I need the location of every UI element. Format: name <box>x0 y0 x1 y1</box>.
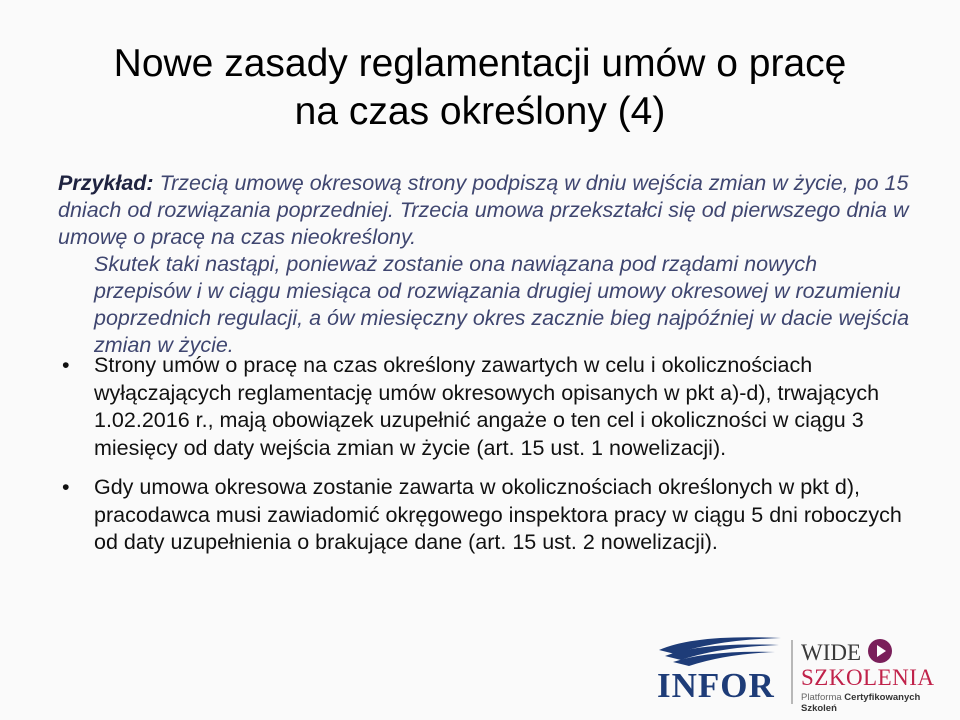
example-continuation: Skutek taki nastąpi, ponieważ zostanie ona nawiązana pod rządami nowych przepisów i w ciągu miesiąca od rozwiązania drugiej umowy okresowej w rozumieniu poprzednich regulacji, a ów miesięczny okres zacznie bieg najpóźniej w dacie wejścia zmian w życie. <box>94 252 910 357</box>
bullet-marker: • <box>62 353 70 377</box>
slide-title <box>0 40 960 136</box>
logo-divider <box>791 640 793 704</box>
bullet-list <box>58 352 918 569</box>
szkolenia-logo-text: SZKOLENIA <box>801 665 935 690</box>
bullet-marker: • <box>62 475 70 499</box>
play-icon <box>867 638 893 664</box>
infor-logo-text: INFOR <box>657 666 775 705</box>
title-line-1: Nowe zasady reglamentacji umów o pracę <box>113 42 847 85</box>
infor-wide-szkolenia-logo <box>655 632 935 714</box>
example-text: Trzecią umowę okresową strony podpiszą w dniu wejścia zmian w życie, po 15 dniach od rozwiązania poprzedniej. Trzecia umowa przekształci się od pierwszego dnia w umowę o pracę na czas nieokreślony. <box>58 171 909 249</box>
wide-logo-text: WIDE <box>801 640 862 665</box>
bullet-text: Strony umów o pracę na czas określony zawartych w celu i okolicznościach wyłączających reglamentację umów okresowych opisanych w pkt a)-d), trwających 1.02.2016 r., mają obowiązek uzupełnić angaże o ten cel i okoliczności w ciągu 3 miesięcy od daty wejścia zmian w życie (art. 15 ust. 1 nowelizacji). <box>94 353 880 460</box>
example-paragraph <box>58 170 918 359</box>
bullet-item <box>58 474 918 557</box>
title-line-2: na czas określony (4) <box>294 90 666 133</box>
bullet-text: Gdy umowa okresowa zostanie zawarta w okolicznościach określonych w pkt d), pracodawca musi zawiadomić okręgowego inspektora pracy w ciągu 5 dni roboczych od daty uzupełnienia o brakujące dane (art. 15 ust. 2 nowelizacji). <box>94 475 902 554</box>
example-lead: Przykład: <box>58 171 154 195</box>
infor-wing-icon <box>655 632 785 668</box>
platforma-tagline: Platforma Certyfikowanych Szkoleń <box>801 692 921 714</box>
bullet-item <box>58 352 918 462</box>
